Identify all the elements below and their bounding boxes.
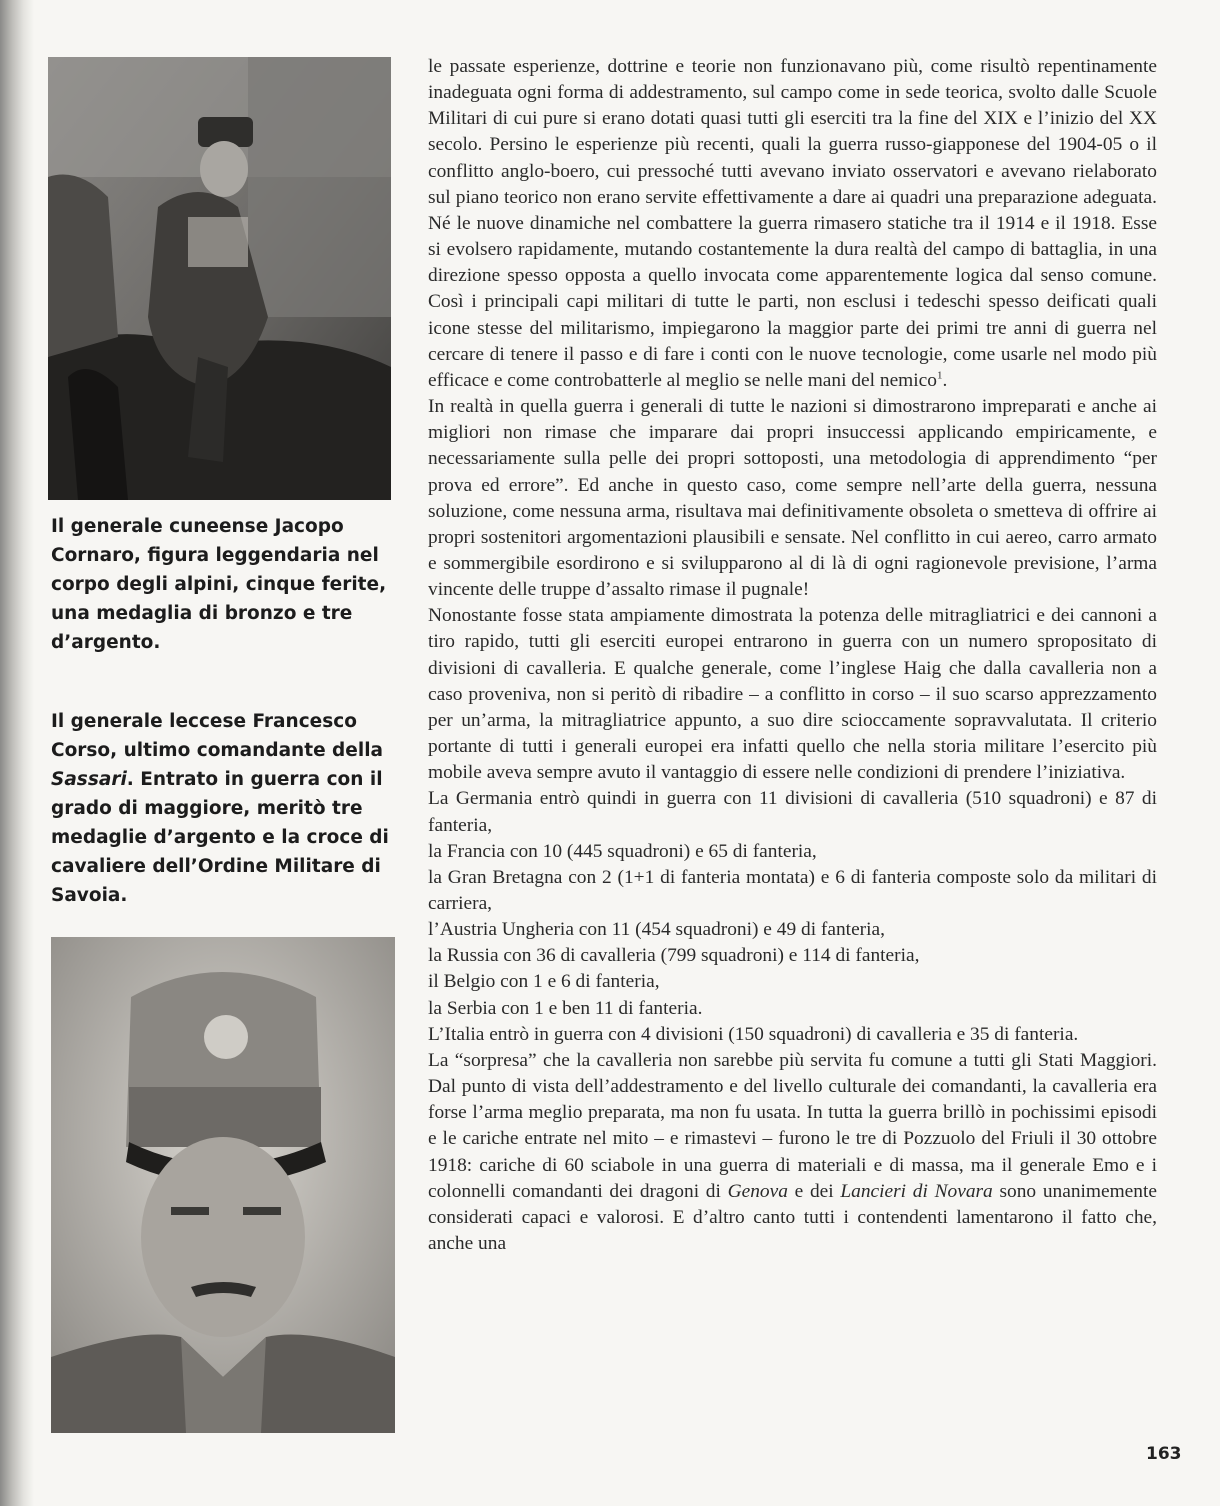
paragraph-text: e dei	[787, 1180, 841, 1202]
main-text-column	[428, 54, 1157, 1257]
photo-general-corso-portrait	[51, 937, 395, 1433]
photo-general-cornaro-on-horseback	[48, 57, 391, 500]
paragraph: L’Italia entrò in guerra con 4 divisioni (150 squadroni) di cavalleria e 35 di fanteria.	[428, 1023, 1079, 1045]
paragraph: Nonostante fosse stata ampiamente dimostrata la potenza delle mitragliatrici e dei cannoni a tiro rapido, tutti gli eserciti europei entrarono in guerra con un numero spropositato di divisioni di cavalleria. E qualche generale, come l’inglese Haig che dalla cavalleria non a caso proveniva, non si peritò di ribadire – a conflitto in corso – il suo scarso apprezzamento per un’arma, la mitragliatrice appunto, a suo dire scioccamente sopravvalutata. Il criterio portante di tutti i generali europei era infatti quello che nella storia militare l’esercito più mobile aveva sempre avuto il vantaggio di essere nelle condizioni di prendere l’iniziativa.	[428, 605, 1157, 784]
list-item: la Serbia con 1 e ben 11 di fanteria.	[428, 997, 703, 1019]
paragraph-text: .	[942, 369, 948, 391]
paragraph: In realtà in quella guerra i generali di tutte le nazioni si dimostrarono impreparati e anche ai migliori non rimase che imparare dai propri insuccessi applicando empiricamente, e necessariamente sulla pelle dei propri sottoposti, una metodologia di apprendimento “per prova ed errore”. Ed anche in questo caso, come sempre nell’arte della guerra, nessuna soluzione, come nessuna arma, risultava mai definitivamente obsoleta o smetteva di offrire ai propri sostenitori argomentazioni plausibili e sensate. Nel conflitto in cui aereo, carro armato e sommergibile esordirono e si svilupparono al di là di ogni ragionevole previsione, l’arma vincente delle truppe d’assalto rimase il pugnale!	[428, 396, 1157, 601]
list-item: la Gran Bretagna con 2 (1+1 di fanteria montata) e 6 di fanteria composte solo da militari di carriera,	[428, 866, 1157, 914]
photo-caption-cornaro: Il generale cuneense Jacopo Cornaro, figura leggendaria nel corpo degli alpini, cinque ferite, una medaglia di bronzo e tre d’argento.	[51, 516, 387, 653]
paragraph-text: La “sorpresa” che la cavalleria non sarebbe più servita fu comune a tutti gli Stati Maggiori. Dal punto di vista dell’addestramento e del livello culturale dei comandanti, la cavalleria era forse l’arma meglio preparata, ma non fu usata. In tutta la guerra brillò in pochissimi episodi e le cariche entrate nel mito – e rimastevi – furono le tre di Pozzuolo del Friuli il 30 ottobre 1918: cariche di 60 sciabole in una guerra di materiali e di massa, ma il generale Emo e i colonnelli comandanti dei dragoni di	[428, 1049, 1157, 1202]
paragraph	[428, 1048, 1157, 1257]
paragraph-text: sono unanimemente considerati capaci e valorosi. E d’altro canto tutti i contendenti lamentarono il fatto che, anche una	[428, 1180, 1157, 1255]
list-item: la Francia con 10 (445 squadroni) e 65 di fanteria,	[428, 840, 817, 862]
footnote-reference[interactable]: 1	[936, 369, 943, 382]
caption-italic-sassari: Sassari	[51, 769, 127, 790]
italic-genova: Genova	[727, 1180, 788, 1202]
caption-text: . Entrato in guerra con il grado di maggiore, meritò tre medaglie d’argento e la croce di cavaliere dell’Ordine Militare di Savoia.	[51, 769, 389, 906]
list-item: la Russia con 36 di cavalleria (799 squadroni) e 114 di fanteria,	[428, 945, 920, 967]
photo-caption-corso	[51, 707, 401, 910]
paragraph-text: le passate esperienze, dottrine e teorie non funzionavano più, come risultò repentinamente inadeguata ogni forma di addestramento, sul campo come in sede teorica, svolto dalle Scuole Militari di cui pure si erano dotati quasi tutti gli eserciti tra la fine del XIX e l’inizio del XX secolo. Persino le esperienze più recenti, quali la guerra russo-giapponese del 1904-05 o il conflitto anglo-boero, cui pressoché tutti avevano inviato osservatori e avevano rielaborato sul piano teorico non erano servite effettivamente a dare ai quadri una preparazione adeguata. Né le nuove dinamiche nel combattere la guerra rimasero statiche tra il 1914 e il 1918. Esse si evolsero rapidamente, mutando costantemente la dura realtà del campo di battaglia, in una direzione spesso opposta a quello invocata come apparentemente logica dal senso comune. Così i principali capi militari di tutte le parti, non esclusi i tedeschi spesso deificati quali icone stesse del militarismo, impiegarono la maggior parte dei primi tre anni di guerra nel cercare di tenere il passo e di fare i conti con le nuove tecnologie, come usarle nel modo più efficace e come controbatterle al meglio se nelle mani del nemico	[428, 56, 1157, 391]
list-item: il Belgio con 1 e 6 di fanteria,	[428, 971, 660, 993]
caption-text: Il generale leccese Francesco Corso, ultimo comandante della	[51, 711, 384, 761]
page-number: 163	[1146, 1444, 1182, 1464]
book-binding-shadow	[0, 0, 34, 1506]
list-item: La Germania entrò quindi in guerra con 11 divisioni di cavalleria (510 squadroni) e 87 di fanteria,	[428, 788, 1157, 836]
italic-lancieri-di-novara: Lancieri di Novara	[840, 1180, 993, 1202]
list-item: l’Austria Ungheria con 11 (454 squadroni) e 49 di fanteria,	[428, 919, 885, 941]
paragraph	[428, 54, 1157, 394]
